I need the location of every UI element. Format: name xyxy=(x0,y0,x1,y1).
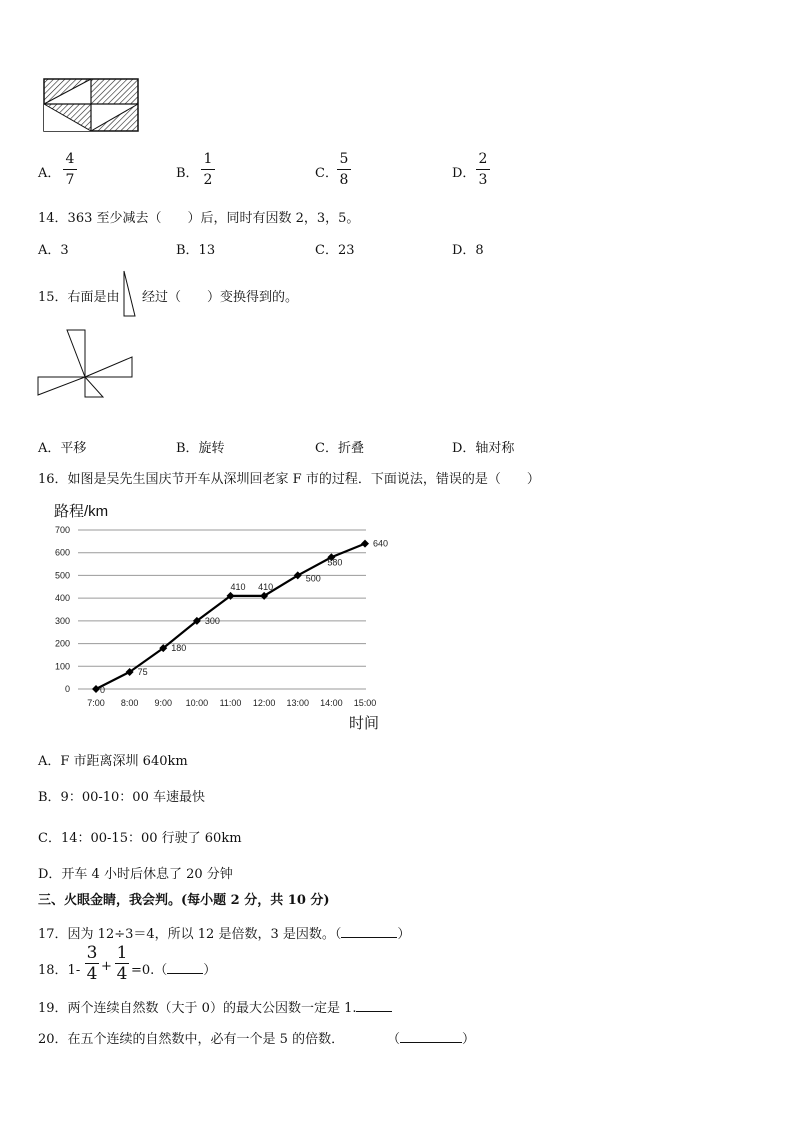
chart-xtick-label: 8:00 xyxy=(120,698,139,708)
q18-plus: + xyxy=(101,959,112,974)
chart-xtick-label: 12:00 xyxy=(252,698,276,708)
q14-option-c[interactable]: C．23 xyxy=(315,243,355,258)
q17-answer-blank[interactable] xyxy=(341,937,397,938)
chart-ytick-label: 500 xyxy=(54,570,70,581)
chart-xtick-label: 7:00 xyxy=(87,698,105,708)
q17-close-paren: ） xyxy=(397,927,411,942)
q18-fraction-2: 1 4 xyxy=(116,943,128,984)
chart-ylabel: 路程/km xyxy=(54,503,109,520)
chart-data-point xyxy=(92,685,100,693)
q19-question: 19．两个连续自然数（大于 0）的最大公因数一定是 1. xyxy=(38,997,392,1016)
q15-triangle-shape xyxy=(121,270,137,318)
q13-option-d-letter: D． xyxy=(452,166,476,181)
chart-data-label: 0 xyxy=(100,685,106,695)
q17-question xyxy=(38,923,410,942)
q18-fraction-1: 3 4 xyxy=(86,943,98,984)
q15-option-b[interactable]: B．旋转 xyxy=(176,441,225,456)
q15-question-end: 经过（ ）变换得到的。 xyxy=(142,290,299,305)
chart-data-label: 500 xyxy=(305,573,321,584)
chart-ytick-label: 700 xyxy=(54,525,70,535)
chart-data-label: 180 xyxy=(171,643,187,654)
q13-option-a-letter: A． xyxy=(38,166,61,181)
q14-option-a[interactable]: A．3 xyxy=(38,243,69,258)
q15-pinwheel-figure xyxy=(37,329,135,399)
q20-answer-blank[interactable] xyxy=(400,1042,462,1043)
chart-ytick-label: 600 xyxy=(54,547,70,558)
q13-option-b-letter: B． xyxy=(176,166,199,181)
q13-option-d-fraction: 2 3 xyxy=(476,150,490,189)
q14-option-d[interactable]: D．8 xyxy=(452,243,484,258)
distance-time-chart xyxy=(50,520,390,715)
q15-option-d[interactable]: D．轴对称 xyxy=(452,441,515,456)
chart-xlabel: 时间 xyxy=(349,715,380,732)
q15-option-a[interactable]: A．平移 xyxy=(38,441,87,456)
chart-ytick-label: 300 xyxy=(54,615,70,626)
section-3-heading: 三、火眼金睛，我会判。(每小题 2 分，共 10 分) xyxy=(38,893,330,908)
q19-answer-blank[interactable] xyxy=(356,1011,392,1012)
chart-xtick-label: 11:00 xyxy=(219,698,242,708)
q15-question-start: 15．右面是由 xyxy=(38,290,120,305)
q18-prefix: 18．1- xyxy=(38,963,81,978)
q13-option-b-fraction: 1 2 xyxy=(201,150,215,189)
chart-ytick-label: 400 xyxy=(54,593,70,604)
chart-xtick-label: 13:00 xyxy=(286,698,310,708)
chart-data-label: 410 xyxy=(258,581,274,592)
chart-ytick-label: 200 xyxy=(54,638,70,649)
chart-ytick-label: 0 xyxy=(64,684,70,694)
q13-option-c-fraction: 5 8 xyxy=(337,150,351,189)
chart-xtick-label: 10:00 xyxy=(185,698,209,708)
q16-option-c[interactable]: C．14：00-15：00 行驶了 60km xyxy=(38,831,242,846)
q15-option-c[interactable]: C．折叠 xyxy=(315,441,364,456)
chart-series-line xyxy=(96,544,365,689)
q13-option-c-letter: C． xyxy=(315,166,338,181)
q20-answer: （ ） xyxy=(387,1032,476,1047)
chart-ytick-label: 100 xyxy=(54,661,70,672)
q14-question: 14．363 至少减去（ ）后，同时有因数 2，3，5。 xyxy=(38,211,360,226)
chart-xtick-label: 15:00 xyxy=(353,698,377,708)
chart-xtick-label: 9:00 xyxy=(154,698,173,708)
chart-data-label: 300 xyxy=(204,615,220,626)
chart-data-label: 75 xyxy=(137,666,148,677)
q20-question: 20．在五个连续的自然数中，必有一个是 5 的倍数． xyxy=(38,1032,345,1047)
q16-question: 16．如图是吴先生国庆节开车从深圳回老家 F 市的过程．下面说法，错误的是（ ） xyxy=(38,472,540,487)
q18-suffix: =0.（ ） xyxy=(131,963,217,978)
q16-option-b[interactable]: B．9：00-10：00 车速最快 xyxy=(38,790,205,805)
chart-data-label: 410 xyxy=(230,581,246,592)
q17-text: 17．因为 12÷3＝4，所以 12 是倍数，3 是因数。（ xyxy=(38,927,342,942)
q14-option-b[interactable]: B．13 xyxy=(176,243,216,258)
chart-data-label: 640 xyxy=(373,538,389,549)
q16-option-a[interactable]: A．F 市距离深圳 640km xyxy=(38,754,188,769)
q16-option-d[interactable]: D．开车 4 小时后休息了 20 分钟 xyxy=(38,867,233,882)
q13-figure xyxy=(43,78,139,132)
chart-xtick-label: 14:00 xyxy=(320,698,343,708)
chart-data-point xyxy=(361,540,369,548)
q18-answer-blank[interactable] xyxy=(167,973,203,974)
chart-data-label: 580 xyxy=(327,557,343,568)
q13-option-a-fraction: 4 7 xyxy=(63,150,77,189)
